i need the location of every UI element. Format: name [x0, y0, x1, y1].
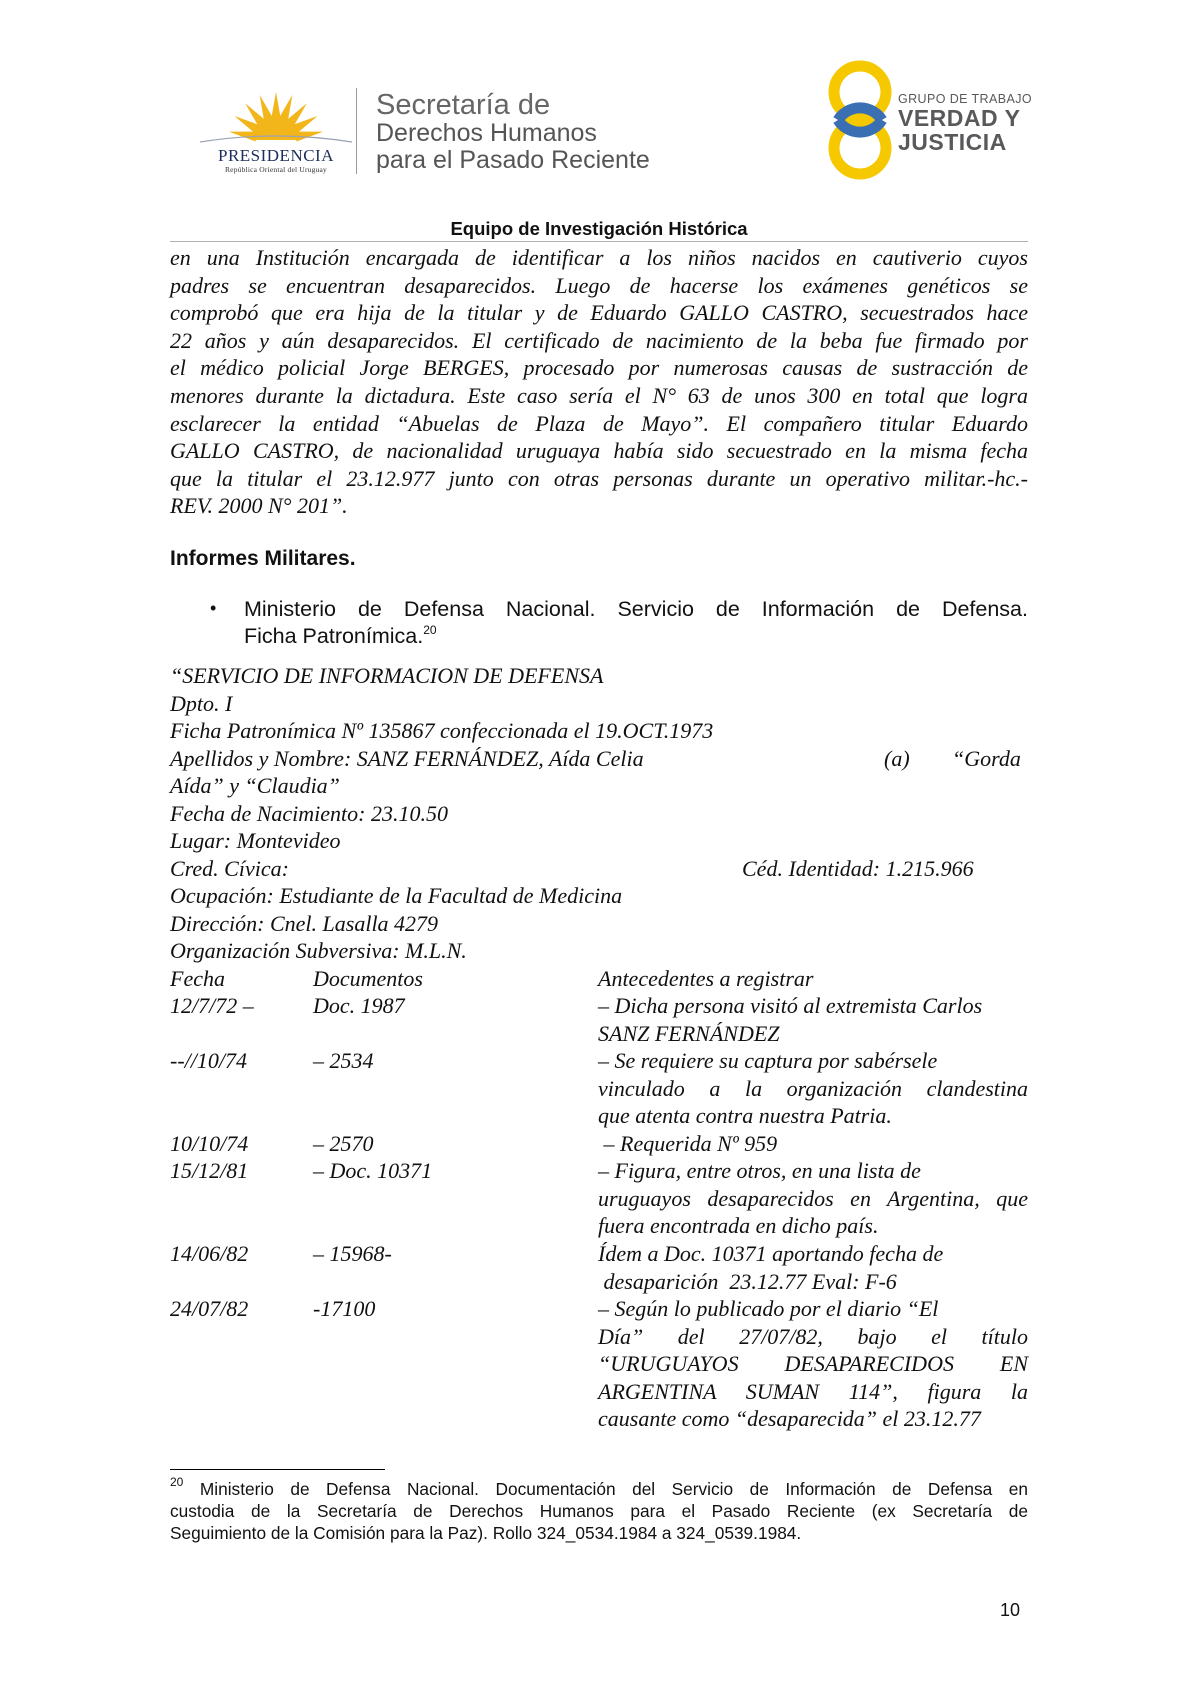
footnote-line: Seguimiento de la Comisión para la Paz). Rollo 324_0534.1984 a 324_0539.1984. [170, 1523, 802, 1543]
antecedente-line: causante como “desaparecida” el 23.12.77 [598, 1406, 981, 1432]
row-fecha: 15/12/81 [170, 1158, 249, 1183]
grupo-line-3: JUSTICIA [898, 129, 1007, 155]
secretaria-line-2: Derechos Humanos [376, 119, 597, 147]
footnote-line: custodia de la Secretaría de Derechos Humanos para el Pasado Reciente (ex Secretaría de [170, 1501, 1028, 1521]
row-antecedente [598, 992, 1028, 1047]
ficha-alias-gorda: “Gorda [952, 746, 1021, 771]
antecedente-line: – Se requiere su captura por sabérsele [598, 1048, 938, 1073]
row-antecedente [598, 1157, 1028, 1240]
antecedente-line: Ídem a Doc. 10371 aportando fecha de [598, 1241, 944, 1266]
presidencia-name: PRESIDENCIA [217, 146, 334, 165]
footnote-line [170, 1475, 1028, 1500]
header-divider [356, 88, 357, 174]
grupo-line-2: VERDAD Y [898, 105, 1021, 131]
intro-line: menores durante la dictadura. Este caso sería el N° 63 de unos 300 en total que logra [170, 382, 1028, 408]
presidencia-subtitle: República Oriental del Uruguay [224, 165, 327, 174]
antecedente-line: desaparición 23.12.77 Eval: F-6 [598, 1268, 897, 1294]
page-number: 10 [1000, 1600, 1021, 1620]
intro-line: padres se encuentran desaparecidos. Luego de hacerse los exámenes genéticos se [170, 272, 1028, 298]
row-documento: -17100 [313, 1296, 376, 1321]
footnote [170, 1475, 1028, 1544]
row-documento: – 2570 [313, 1131, 374, 1156]
secretaria-wordmark [376, 90, 650, 174]
bullet-item [244, 596, 1028, 650]
footnote-number: 20 [170, 1475, 184, 1489]
row-fecha: 12/7/72 – [170, 993, 254, 1018]
ficha-apellidos: Apellidos y Nombre: SANZ FERNÁNDEZ, Aída Celia [170, 746, 644, 771]
intro-line: el médico policial Jorge BERGES, procesado por numerosas causas de sustracción de [170, 355, 1028, 381]
ficha-cred-civica: Cred. Cívica: [170, 856, 289, 881]
antecedente-line: “URUGUAYOS DESAPARECIDOS EN [598, 1351, 1028, 1377]
footnote-reference[interactable]: 20 [423, 623, 437, 637]
antecedente-line: fuera encontrada en dicho país. [598, 1213, 879, 1239]
footnote-separator [170, 1469, 385, 1470]
intro-line: que la titular el 23.12.977 junto con otras personas durante un operativo militar.-hc.- [170, 465, 1028, 491]
antecedente-line: – Figura, entre otros, en una lista de [598, 1158, 921, 1183]
bullet-marker: • [210, 598, 217, 618]
row-antecedente [598, 1240, 1028, 1295]
antecedente-line: ARGENTINA SUMAN 114”, figura la [598, 1378, 1028, 1404]
ficha-ocupacion: Ocupación: Estudiante de la Facultad de Medicina [170, 883, 623, 908]
intro-line: esclarecer la entidad “Abuelas de Plaza de Mayo”. El compañero titular Eduardo [170, 410, 1028, 436]
row-documento: – 2534 [313, 1048, 374, 1073]
bullet-line-text: Ficha Patronímica. [244, 624, 424, 648]
antecedente-line: Día” del 27/07/82, bajo el título [598, 1323, 1028, 1349]
ficha-lugar: Lugar: Montevideo [170, 828, 341, 853]
antecedente-line: – Según lo publicado por el diario “El [598, 1296, 939, 1321]
grupo-trabajo-wordmark [898, 92, 1032, 154]
bullet-line [244, 623, 1028, 650]
running-title: Equipo de Investigación Histórica [450, 218, 748, 239]
header-rule [170, 241, 1028, 242]
ficha-ced-identidad: Céd. Identidad: 1.215.966 [742, 856, 974, 881]
intro-paragraph [170, 244, 1028, 520]
ficha-dpto: Dpto. I [170, 691, 233, 716]
ficha-number-line: Ficha Patronímica Nº 135867 confeccionada el 19.OCT.1973 [170, 718, 714, 743]
column-header-fecha: Fecha [170, 966, 225, 991]
antecedente-line: SANZ FERNÁNDEZ [598, 1020, 780, 1046]
antecedente-line: vinculado a la organización clandestina [598, 1075, 1028, 1101]
column-header-documentos: Documentos [313, 966, 423, 991]
footnote-line-text: Ministerio de Defensa Nacional. Documentación del Servicio de Información de Defensa en [199, 1479, 1028, 1499]
ficha-organizacion: Organización Subversiva: M.L.N. [170, 938, 467, 963]
row-fecha: --//10/74 [170, 1048, 247, 1073]
section-heading: Informes Militares. [170, 547, 356, 570]
ficha-alias-marker: (a) [884, 746, 910, 771]
ficha-direccion: Dirección: Cnel. Lasalla 4279 [170, 911, 439, 936]
row-fecha: 14/06/82 [170, 1241, 249, 1266]
intro-line: comprobó que era hija de la titular y de Eduardo GALLO CASTRO, secuestrados hace [170, 300, 1028, 326]
grupo-line-1: GRUPO DE TRABAJO [898, 92, 1032, 106]
intro-line: en una Institución encargada de identificar a los niños nacidos en cautiverio cuyos [170, 245, 1028, 270]
row-antecedente [598, 1130, 1028, 1158]
row-antecedente [598, 1047, 1028, 1130]
ficha-title: “SERVICIO DE INFORMACION DE DEFENSA [170, 663, 604, 688]
antecedente-line: – Requerida Nº 959 [598, 1131, 778, 1156]
intro-line: GALLO CASTRO, de nacionalidad uruguaya había sido secuestrado en la misma fecha [170, 438, 1028, 464]
ficha-nacimiento: Fecha de Nacimiento: 23.10.50 [170, 801, 448, 826]
secretaria-line-3: para el Pasado Reciente [376, 146, 650, 174]
row-documento: – 15968- [313, 1241, 392, 1266]
row-fecha: 24/07/82 [170, 1296, 249, 1321]
row-documento: Doc. 1987 [313, 993, 405, 1018]
antecedente-line: uruguayos desaparecidos en Argentina, que [598, 1185, 1028, 1211]
verdad-justicia-rings-logo [818, 58, 902, 182]
antecedente-line: – Dicha persona visitó al extremista Carlos [598, 993, 983, 1018]
row-documento: – Doc. 10371 [313, 1158, 433, 1183]
antecedente-line: que atenta contra nuestra Patria. [598, 1103, 892, 1129]
intro-line: REV. 2000 N° 201”. [170, 493, 348, 519]
bullet-line: Ministerio de Defensa Nacional. Servicio de Información de Defensa. [244, 597, 1028, 621]
column-header-antecedentes: Antecedentes a registrar [598, 966, 814, 991]
row-fecha: 10/10/74 [170, 1131, 249, 1156]
intro-line: 22 años y aún desaparecidos. El certificado de nacimiento de la beba fue firmado por [170, 327, 1028, 353]
secretaria-line-1: Secretaría de [376, 89, 551, 121]
ficha-alias-rest: Aída” y “Claudia” [170, 773, 340, 798]
row-antecedente [598, 1295, 1028, 1433]
